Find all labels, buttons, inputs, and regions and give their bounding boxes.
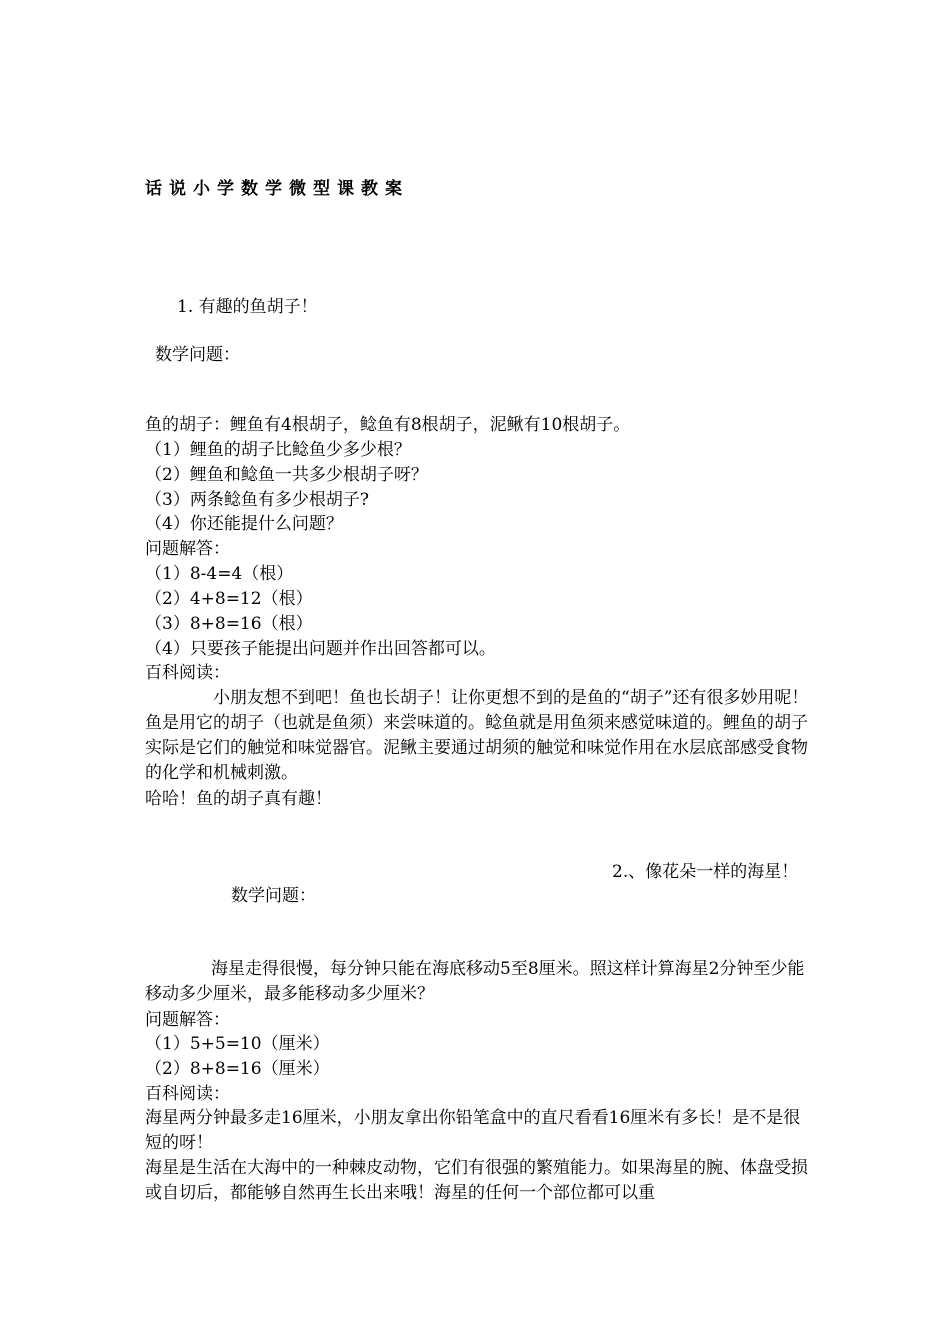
section-1-intro: 鱼的胡子：鲤鱼有4根胡子，鲶鱼有8根胡子，泥鳅有10根胡子。 bbox=[145, 415, 631, 435]
section-2-problem-text: 海星走得很慢，每分钟只能在海底移动5至8厘米。照这样计算海星2分钟至少能移动多少厘米，最多能移动多少厘米？ bbox=[145, 959, 805, 1004]
section-2-reading-paragraph-1: 海星两分钟最多走16厘米，小朋友拿出你铅笔盒中的直尺看看16厘米有多长！是不是很短的呀！ bbox=[145, 1108, 801, 1153]
section-1-question-3: （3）两条鲶鱼有多少根胡子? bbox=[145, 490, 369, 510]
section-1-math-label: 数学问题： bbox=[155, 345, 240, 365]
section-2-problem-paragraph bbox=[145, 957, 810, 1007]
section-1-answer-4: （4）只要孩子能提出问题并作出回答都可以。 bbox=[145, 639, 496, 659]
section-1-question-2: （2）鲤鱼和鲶鱼一共多少根胡子呀？ bbox=[145, 465, 428, 485]
section-2-math-label: 数学问题： bbox=[231, 886, 316, 906]
section-1-question-4: （4）你还能提什么问题？ bbox=[145, 514, 343, 534]
section-1-answer-2: （2）4+8=12（根） bbox=[145, 589, 313, 609]
section-2-answer-1: （1）5+5=10（厘米） bbox=[145, 1034, 330, 1054]
section-1-answer-label: 问题解答： bbox=[145, 539, 230, 559]
document-title: 话说小学数学微型课教案 bbox=[145, 179, 409, 199]
section-1-heading: 1. 有趣的鱼胡子！ bbox=[177, 297, 318, 317]
section-2-heading: 2.、像花朵一样的海星！ bbox=[612, 862, 799, 882]
section-2-answer-2: （2）8+8=16（厘米） bbox=[145, 1059, 330, 1079]
section-2-reading-paragraph-2: 海星是生活在大海中的一种棘皮动物，它们有很强的繁殖能力。如果海星的腕、体盘受损或自切后，都能够自然再生长出来哦！海星的任何一个部位都可以重 bbox=[145, 1158, 808, 1203]
section-1-question-1: （1）鲤鱼的胡子比鲶鱼少多少根？ bbox=[145, 440, 411, 460]
section-1-reading-paragraph bbox=[145, 686, 810, 786]
section-1-answer-3: （3）8+8=16（根） bbox=[145, 614, 313, 634]
section-1-reading-text: 小朋友想不到吧！鱼也长胡子！让你更想不到的是鱼的“胡子”还有很多妙用呢！鱼是用它的胡子（也就是鱼须）来尝味道的。鲶鱼就是用鱼须来感觉味道的。鲤鱼的胡子实际是它们的触觉和味觉器官。泥鳅主要通过胡须的触觉和味觉作用在水层底部感受食物的化学和机械刺激。 bbox=[145, 688, 809, 783]
section-1-answer-1: （1）8-4=4（根） bbox=[145, 564, 294, 584]
section-1-closing: 哈哈！鱼的胡子真有趣！ bbox=[145, 789, 332, 809]
section-2-answer-label: 问题解答： bbox=[145, 1010, 230, 1030]
section-1-reading-label: 百科阅读： bbox=[145, 663, 230, 683]
section-2-reading-label: 百科阅读： bbox=[145, 1084, 230, 1104]
